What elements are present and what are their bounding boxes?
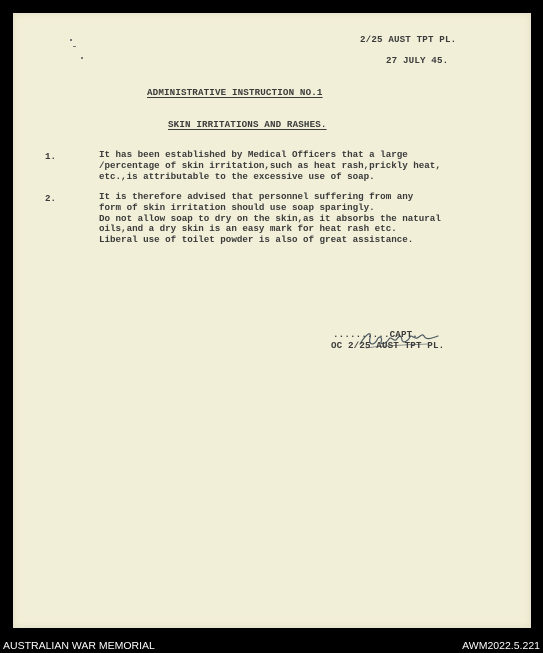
document-heading: ADMINISTRATIVE INSTRUCTION NO.1 bbox=[147, 87, 323, 98]
paragraph-1-number: 1. bbox=[45, 151, 57, 162]
paragraph-2-line: form of skin irritation should use soap sparingly. bbox=[99, 201, 375, 213]
paper-speck bbox=[81, 57, 83, 59]
signatory: OC 2/25 AUST TPT PL. bbox=[331, 340, 445, 351]
paragraph-1-line: /percentage of skin irritation,such as heat rash,prickly heat, bbox=[99, 159, 441, 171]
footer-institution: AUSTRALIAN WAR MEMORIAL bbox=[3, 640, 155, 652]
paragraph-1-body bbox=[99, 150, 441, 182]
document-date: 27 JULY 45. bbox=[386, 55, 449, 66]
paragraph-2-number: 2. bbox=[45, 193, 57, 204]
paragraph-2-line: Do not allow soap to dry on the skin,as it absorbs the natural bbox=[99, 212, 441, 224]
paragraph-2-line: It is therefore advised that personnel suffering from any bbox=[99, 191, 414, 202]
paper-speck bbox=[73, 46, 76, 47]
document-page bbox=[13, 13, 531, 628]
paragraph-2-body bbox=[99, 192, 441, 246]
paragraph-1-line: etc.,is attributable to the excessive use of soap. bbox=[99, 170, 375, 182]
paragraph-2-line: oils,and a dry skin is an easy mark for heat rash etc. bbox=[99, 223, 397, 235]
signature-line: ..........CAPT. bbox=[333, 329, 418, 340]
paragraph-2-line: Liberal use of toilet powder is also of great assistance. bbox=[99, 234, 414, 246]
paragraph-1-line: It has been established by Medical Officers that a large bbox=[99, 149, 408, 160]
unit-header: 2/25 AUST TPT PL. bbox=[360, 34, 457, 45]
footer-accession-number: AWM2022.5.221 bbox=[462, 640, 540, 652]
document-subheading: SKIN IRRITATIONS AND RASHES. bbox=[168, 119, 327, 130]
paper-speck bbox=[70, 39, 72, 41]
